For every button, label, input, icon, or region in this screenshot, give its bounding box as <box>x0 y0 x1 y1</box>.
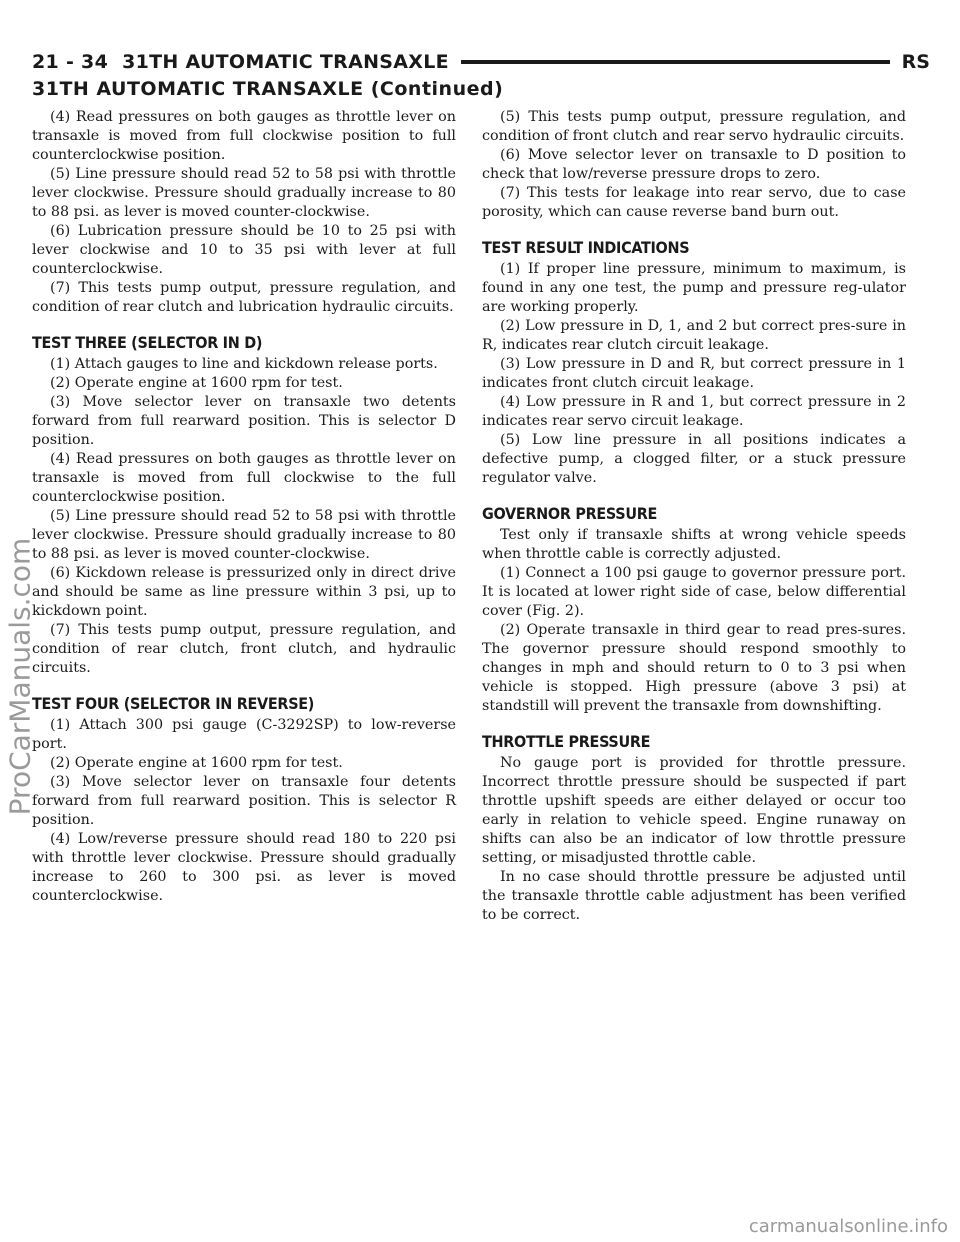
section-heading-test-three: TEST THREE (SELECTOR IN D) <box>32 333 263 352</box>
paragraph: (2) Operate engine at 1600 rpm for test. <box>50 755 343 771</box>
continued-title: 31TH AUTOMATIC TRANSAXLE (Continued) <box>32 78 504 100</box>
paragraph: (4) Read pressures on both gauges as throttle lever on transaxle is moved from full clockwise to the full counterclockwise position. <box>32 451 456 505</box>
paragraph: (4) Read pressures on both gauges as throttle lever on transaxle is moved from full clockwise position to full counterclockwise position. <box>32 109 456 163</box>
left-column <box>32 108 456 906</box>
paragraph: (2) Low pressure in D, 1, and 2 but correct pres-sure in R, indicates rear clutch circuit leakage. <box>482 318 906 353</box>
page-number: 21 - 34 <box>32 51 109 73</box>
paragraph: (1) Connect a 100 psi gauge to governor pressure port. It is located at lower right side of case, below differential cover (Fig. 2). <box>482 565 906 619</box>
paragraph: In no case should throttle pressure be adjusted until the transaxle throttle cable adjustment has been verified to be correct. <box>482 869 906 923</box>
paragraph: (3) Low pressure in D and R, but correct pressure in 1 indicates front clutch circuit leakage. <box>482 356 906 391</box>
paragraph: (2) Operate transaxle in third gear to read pres-sures. The governor pressure should respond smoothly to changes in mph and should return to 0 to 3 psi when vehicle is stopped. High pressure (above 3 psi) at standstill will prevent the transaxle from downshifting. <box>482 622 906 714</box>
paragraph: (6) Move selector lever on transaxle to D position to check that low/reverse pressure drops to zero. <box>482 147 906 182</box>
paragraph: (5) This tests pump output, pressure regulation, and condition of front clutch and rear servo hydraulic circuits. <box>482 109 906 144</box>
paragraph: (1) Attach gauges to line and kickdown release ports. <box>50 356 438 372</box>
paragraph: (3) Move selector lever on transaxle four detents forward from full rearward position. This is selector R position. <box>32 774 456 828</box>
paragraph: (6) Kickdown release is pressurized only in direct drive and should be same as line pressure within 3 psi, up to kickdown point. <box>32 565 456 619</box>
paragraph: (5) Line pressure should read 52 to 58 psi with throttle lever clockwise. Pressure should gradually increase to 80 to 88 psi. as lever is moved counter-clockwise. <box>32 166 456 220</box>
paragraph: (5) Low line pressure in all positions indicates a defective pump, a clogged filter, or a stuck pressure regulator valve. <box>482 432 906 486</box>
paragraph: (7) This tests pump output, pressure regulation, and condition of rear clutch and lubrication hydraulic circuits. <box>32 280 456 315</box>
paragraph: (5) Line pressure should read 52 to 58 psi with throttle lever clockwise. Pressure should gradually increase to 80 to 88 psi. as lever is moved counter-clockwise. <box>32 508 456 562</box>
header-code: RS <box>901 51 930 73</box>
section-heading-test-results: TEST RESULT INDICATIONS <box>482 238 690 257</box>
running-header <box>32 50 930 74</box>
side-watermark: ProCarManuals.com <box>3 537 37 816</box>
paragraph: (4) Low pressure in R and 1, but correct pressure in 2 indicates rear servo circuit leakage. <box>482 394 906 429</box>
paragraph: No gauge port is provided for throttle pressure. Incorrect throttle pressure should be suspected if part throttle upshift speeds are either delayed or occur too early in relation to vehicle speed. Engine runaway on shifts can also be an indicator of low throttle pressure setting, or misadjusted throttle cable. <box>482 755 906 866</box>
section-heading-throttle: THROTTLE PRESSURE <box>482 732 651 751</box>
header-rule <box>461 60 890 64</box>
paragraph: (7) This tests pump output, pressure regulation, and condition of rear clutch, front clutch, and hydraulic circuits. <box>32 622 456 676</box>
section-heading-test-four: TEST FOUR (SELECTOR IN REVERSE) <box>32 694 315 713</box>
paragraph: (7) This tests for leakage into rear servo, due to case porosity, which can cause reverse band burn out. <box>482 185 906 220</box>
paragraph: (2) Operate engine at 1600 rpm for test. <box>50 375 343 391</box>
bottom-watermark: carmanualsonline.info <box>748 1216 948 1237</box>
paragraph: Test only if transaxle shifts at wrong vehicle speeds when throttle cable is correctly adjusted. <box>482 527 906 562</box>
paragraph: (4) Low/reverse pressure should read 180 to 220 psi with throttle lever clockwise. Pressure should gradually increase to 260 to 300 psi. as lever is moved counterclockwise. <box>32 831 456 904</box>
section-heading-governor: GOVERNOR PRESSURE <box>482 504 658 523</box>
paragraph: (6) Lubrication pressure should be 10 to 25 psi with lever clockwise and 10 to 35 psi with lever at full counterclockwise. <box>32 223 456 277</box>
paragraph: (3) Move selector lever on transaxle two detents forward from full rearward position. This is selector D position. <box>32 394 456 448</box>
right-column <box>482 108 906 925</box>
paragraph: (1) Attach 300 psi gauge (C-3292SP) to low-reverse port. <box>32 717 456 752</box>
paragraph: (1) If proper line pressure, minimum to maximum, is found in any one test, the pump and pressure reg-ulator are working properly. <box>482 261 906 315</box>
header-title: 31TH AUTOMATIC TRANSAXLE <box>122 51 449 73</box>
